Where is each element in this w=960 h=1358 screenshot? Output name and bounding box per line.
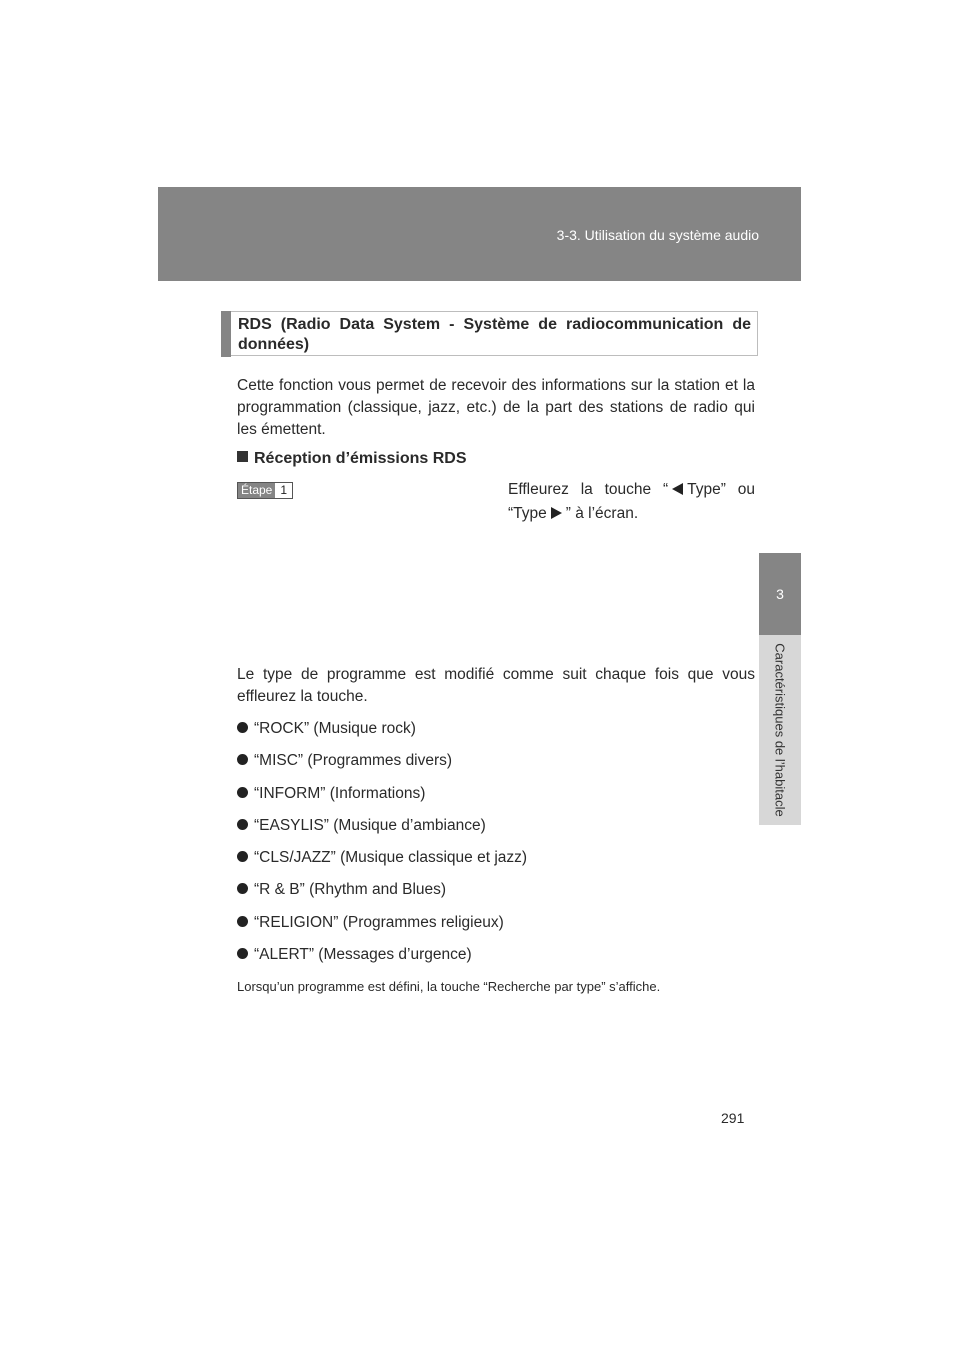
list-item-text: “RELIGION” (Programmes religieux) <box>254 913 504 931</box>
subheading <box>237 450 467 468</box>
step-label: Étape <box>238 483 275 498</box>
square-bullet-icon <box>237 451 248 462</box>
subheading-text: Réception d’émissions RDS <box>254 450 467 467</box>
list-item-text: “CLS/JAZZ” (Musique classique et jazz) <box>254 849 528 867</box>
list-item-text: “R & B” (Rhythm and Blues) <box>254 881 447 899</box>
step-number: 1 <box>275 483 292 498</box>
intro-paragraph: Cette fonction vous permet de recevoir des informations sur la station et la programmation (classique, jazz, etc.) de la part des stations de radio qui les émettent. <box>237 377 755 438</box>
list-item <box>237 781 527 813</box>
bullet-icon <box>237 916 248 927</box>
triangle-right-icon <box>551 507 562 519</box>
section-heading-box <box>221 311 758 356</box>
step-badge <box>237 482 293 499</box>
list-item-text: “ALERT” (Messages d’urgence) <box>254 946 472 964</box>
section-heading: RDS (Radio Data System - Système de radiocommunication de données) <box>238 316 751 353</box>
bullet-icon <box>237 851 248 862</box>
bullet-icon <box>237 722 248 733</box>
footnote: Lorsqu’un programme est défini, la touche “Recherche par type” s’affiche. <box>237 979 661 994</box>
chapter-tab-label: Caractéristiques de l’habitacle <box>772 643 788 817</box>
triangle-left-icon <box>672 483 683 495</box>
list-item-text: “MISC” (Programmes divers) <box>254 752 453 770</box>
bullet-icon <box>237 787 248 798</box>
bullet-icon <box>237 883 248 894</box>
list-item <box>237 910 527 942</box>
list-item <box>237 748 527 780</box>
list-item <box>237 942 527 974</box>
list-item <box>237 877 527 909</box>
bullet-icon <box>237 819 248 830</box>
program-type-list <box>237 716 527 974</box>
list-item-text: “INFORM” (Informations) <box>254 784 426 802</box>
list-item <box>237 845 527 877</box>
chapter-tab <box>759 635 801 825</box>
bullet-icon <box>237 754 248 765</box>
bullet-icon <box>237 948 248 959</box>
page-number: 291 <box>721 1110 745 1126</box>
header-band <box>158 187 801 281</box>
step-text-part2: Type” ou “Type <box>508 481 755 522</box>
heading-accent-bar <box>221 311 231 357</box>
program-change-paragraph: Le type de programme est modifié comme suit chaque fois que vous effleurez la touche. <box>237 666 755 705</box>
list-item <box>237 813 527 845</box>
list-item-text: “ROCK” (Musique rock) <box>254 720 416 737</box>
section-title: 3-3. Utilisation du système audio <box>556 227 759 243</box>
chapter-tab-number: 3 <box>759 553 801 635</box>
step-text-part3: ” à l’écran. <box>565 505 639 522</box>
list-item-text: “EASYLIS” (Musique d’ambiance) <box>254 816 486 834</box>
step-text-part1: Effleurez la touche “ <box>508 481 669 498</box>
step-instruction <box>508 478 755 526</box>
list-item <box>237 716 527 748</box>
